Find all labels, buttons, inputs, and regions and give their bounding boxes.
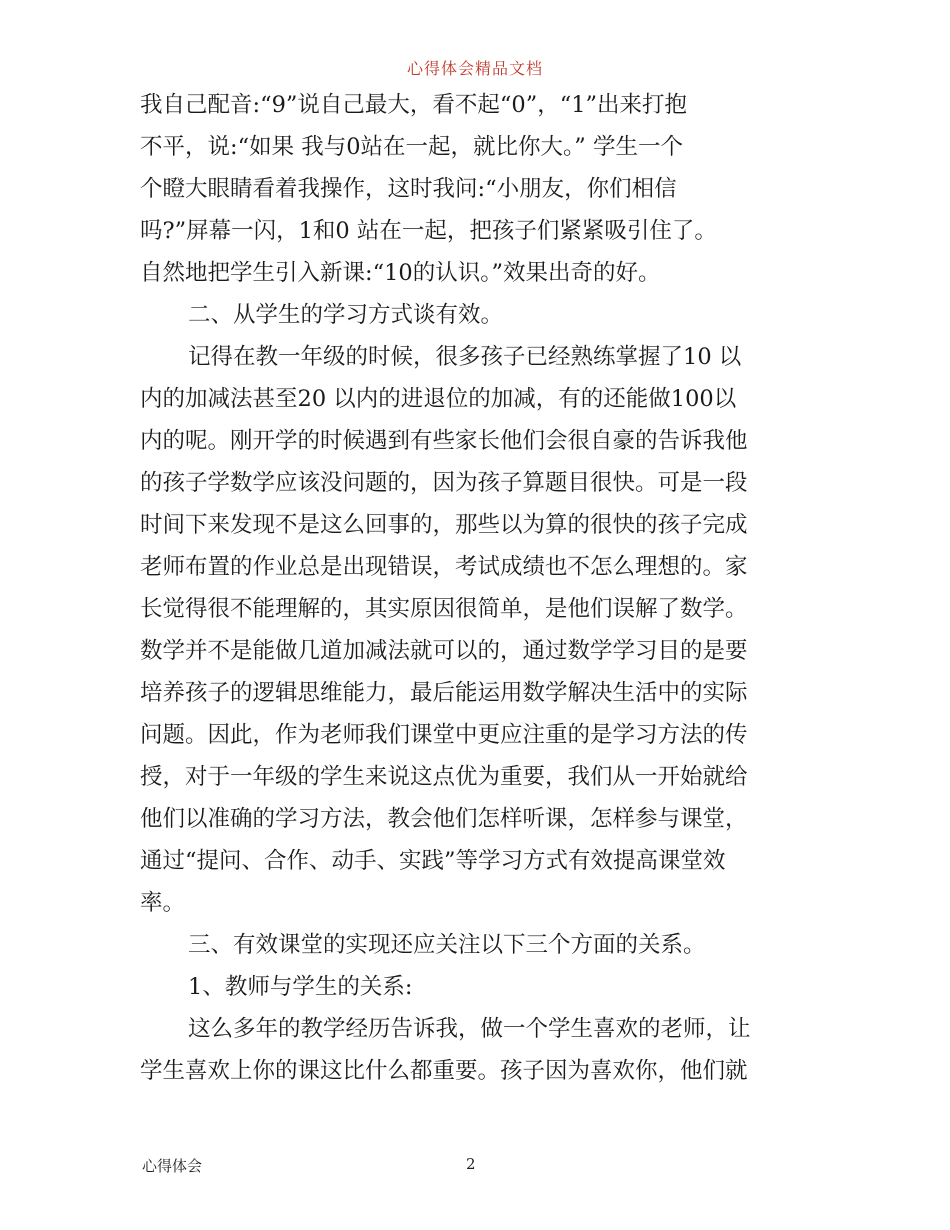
paragraph-line: 长觉得很不能理解的，其实原因很简单，是他们误解了数学。 xyxy=(140,596,748,622)
paragraph-line: 这么多年的教学经历告诉我，做一个学生喜欢的老师，让 xyxy=(188,1016,751,1042)
paragraph-line: 不平，说:“如果 我与0站在一起，就比你大。” 学生一个 xyxy=(140,134,683,160)
paragraph-line: 个瞪大眼睛看着我操作，这时我问:“小朋友，你们相信 xyxy=(140,176,677,202)
paragraph-line: 记得在教一年级的时候，很多孩子已经熟练掌握了10 以 xyxy=(188,344,742,370)
paragraph-line: 吗?”屏幕一闪，1和0 站在一起，把孩子们紧紧吸引住了。 xyxy=(140,218,717,244)
paragraph-line: 内的加减法甚至20 以内的进退位的加减，有的还能做100以 xyxy=(140,386,737,412)
paragraph-line: 他们以准确的学习方法，教会他们怎样听课，怎样参与课堂， xyxy=(140,806,748,832)
paragraph-line: 自然地把学生引入新课:“10的认识。”效果出奇的好。 xyxy=(140,260,661,286)
paragraph-line: 数学并不是能做几道加减法就可以的，通过数学学习目的是要 xyxy=(140,638,748,664)
paragraph-line: 我自己配音:“9”说自己最大，看不起“0”，“1”出来打抱 xyxy=(140,92,688,118)
page-number: 2 xyxy=(466,1155,476,1173)
paragraph-line: 时间下来发现不是这么回事的，那些以为算的很快的孩子完成 xyxy=(140,512,748,538)
document-body xyxy=(140,84,816,1092)
section-heading: 二、从学生的学习方式谈有效。 xyxy=(188,302,504,328)
paragraph-line: 学生喜欢上你的课这比什么都重要。孩子因为喜欢你，他们就 xyxy=(140,1058,748,1084)
paragraph-line: 问题。因此，作为老师我们课堂中更应注重的是学习方法的传 xyxy=(140,722,748,748)
footer-label: 心得体会 xyxy=(142,1157,203,1175)
section-heading: 三、有效课堂的实现还应关注以下三个方面的关系。 xyxy=(188,932,706,958)
paragraph-line: 的孩子学数学应该没问题的，因为孩子算题目很快。可是一段 xyxy=(140,470,748,496)
paragraph-line: 率。 xyxy=(140,890,186,916)
paragraph-line: 授，对于一年级的学生来说这点优为重要，我们从一开始就给 xyxy=(140,764,748,790)
paragraph-line: 内的呢。刚开学的时候遇到有些家长他们会很自豪的告诉我他 xyxy=(140,428,748,454)
document-header-title: 心得体会精品文档 xyxy=(406,59,543,78)
paragraph-line: 老师布置的作业总是出现错误，考试成绩也不怎么理想的。家 xyxy=(140,554,748,580)
paragraph-line: 培养孩子的逻辑思维能力，最后能运用数学解决生活中的实际 xyxy=(140,680,748,706)
paragraph-line: 通过“提问、合作、动手、实践”等学习方式有效提高课堂效 xyxy=(140,848,726,874)
subsection-heading: 1、教师与学生的关系: xyxy=(188,974,413,1000)
